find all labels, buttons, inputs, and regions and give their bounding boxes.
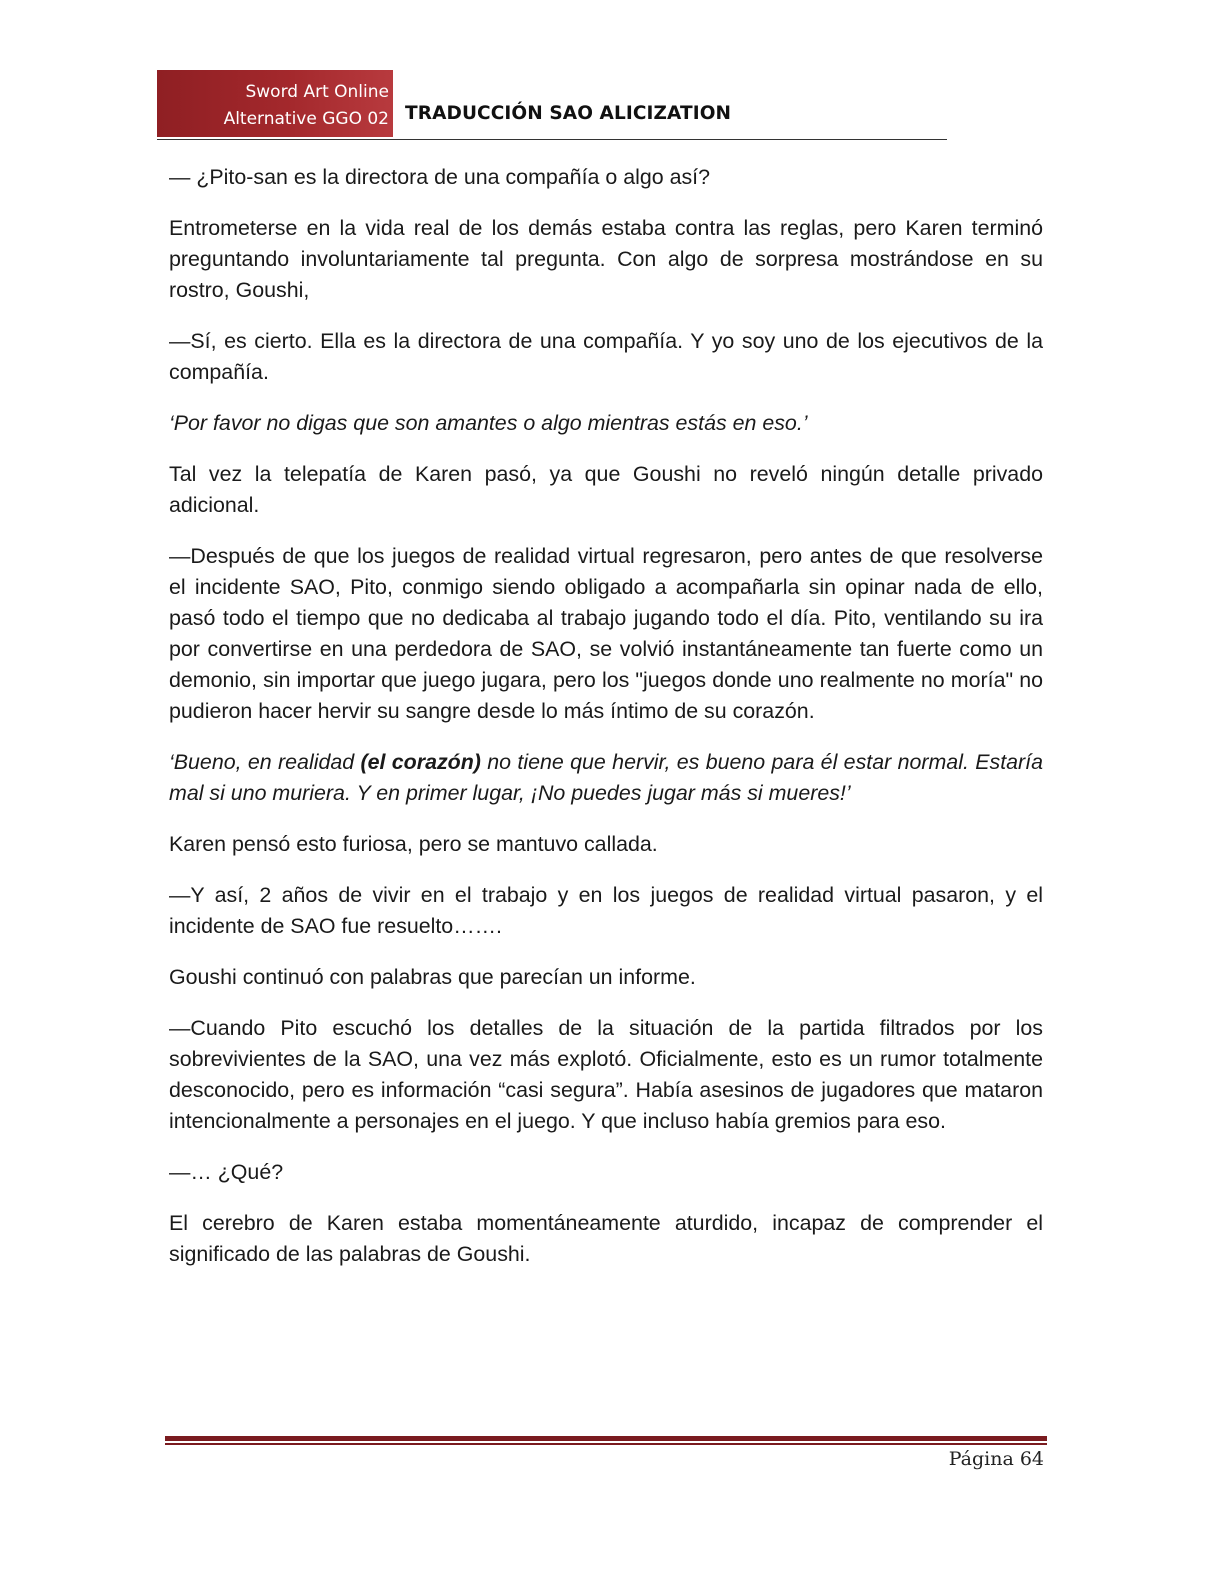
header-title: TRADUCCIÓN SAO ALICIZATION [405, 103, 732, 124]
paragraph-5: Tal vez la telepatía de Karen pasó, ya que Goushi no reveló ningún detalle privado adicional. [169, 462, 1043, 517]
series-badge-line2: Alternative GGO 02 [223, 109, 389, 129]
footer-rule-thick [165, 1436, 1047, 1441]
paragraph-8: Karen pensó esto furiosa, pero se mantuvo callada. [169, 832, 658, 856]
paragraph-7-thought [169, 747, 1043, 809]
paragraph-7-bold: (el corazón) [360, 750, 481, 774]
paragraph-7-part-b: no tiene que hervir, es bueno para él estar normal. Estaría mal si uno muriera. Y en primer lugar, ¡No puedes jugar más si mueres!’ [169, 750, 1044, 805]
series-badge [157, 70, 393, 137]
paragraph-12: —… ¿Qué? [169, 1160, 284, 1184]
paragraph-3: —Sí, es cierto. Ella es la directora de una compañía. Y yo soy uno de los ejecutivos de la compañía. [169, 329, 1043, 384]
paragraph-13: El cerebro de Karen estaba momentáneamente aturdido, incapaz de comprender el significado de las palabras de Goushi. [169, 1211, 1043, 1266]
paragraph-2: Entrometerse en la vida real de los demás estaba contra las reglas, pero Karen terminó preguntando involuntariamente tal pregunta. Con algo de sorpresa mostrándose en su rostro, Goushi, [169, 216, 1043, 302]
paragraph-6: —Después de que los juegos de realidad virtual regresaron, pero antes de que resolverse el incidente SAO, Pito, conmigo siendo obligado a acompañarla sin opinar nada de ello, pasó todo el tiempo que no dedicaba al trabajo jugando todo el día. Pito, ventilando su ira por convertirse en una perdedora de SAO, se volvió instantáneamente tan fuerte como un demonio, sin importar que juego jugara, pero los "juegos donde uno realmente no moría" no pudieron hacer hervir su sangre desde lo más íntimo de su corazón. [169, 544, 1043, 723]
paragraph-9: —Y así, 2 años de vivir en el trabajo y en los juegos de realidad virtual pasaron, y el incidente de SAO fue resuelto……. [169, 883, 1043, 938]
paragraph-4-thought: ‘Por favor no digas que son amantes o algo mientras estás en eso.’ [169, 411, 808, 435]
footer-rule-thin [165, 1443, 1047, 1445]
page-body [169, 162, 1043, 1290]
paragraph-10: Goushi continuó con palabras que parecían un informe. [169, 965, 696, 989]
paragraph-7-part-a: ‘Bueno, en realidad [169, 750, 361, 774]
paragraph-1: — ¿Pito-san es la directora de una compañía o algo así? [169, 165, 711, 189]
page-number: Página 64 [948, 1448, 1044, 1470]
paragraph-11: —Cuando Pito escuchó los detalles de la situación de la partida filtrados por los sobrevivientes de la SAO, una vez más explotó. Oficialmente, esto es un rumor totalmente desconocido, pero es información “casi segura”. Había asesinos de jugadores que mataron intencionalmente a personajes en el juego. Y que incluso había gremios para eso. [169, 1016, 1043, 1133]
page-header [157, 70, 947, 140]
series-badge-line1: Sword Art Online [245, 82, 389, 102]
